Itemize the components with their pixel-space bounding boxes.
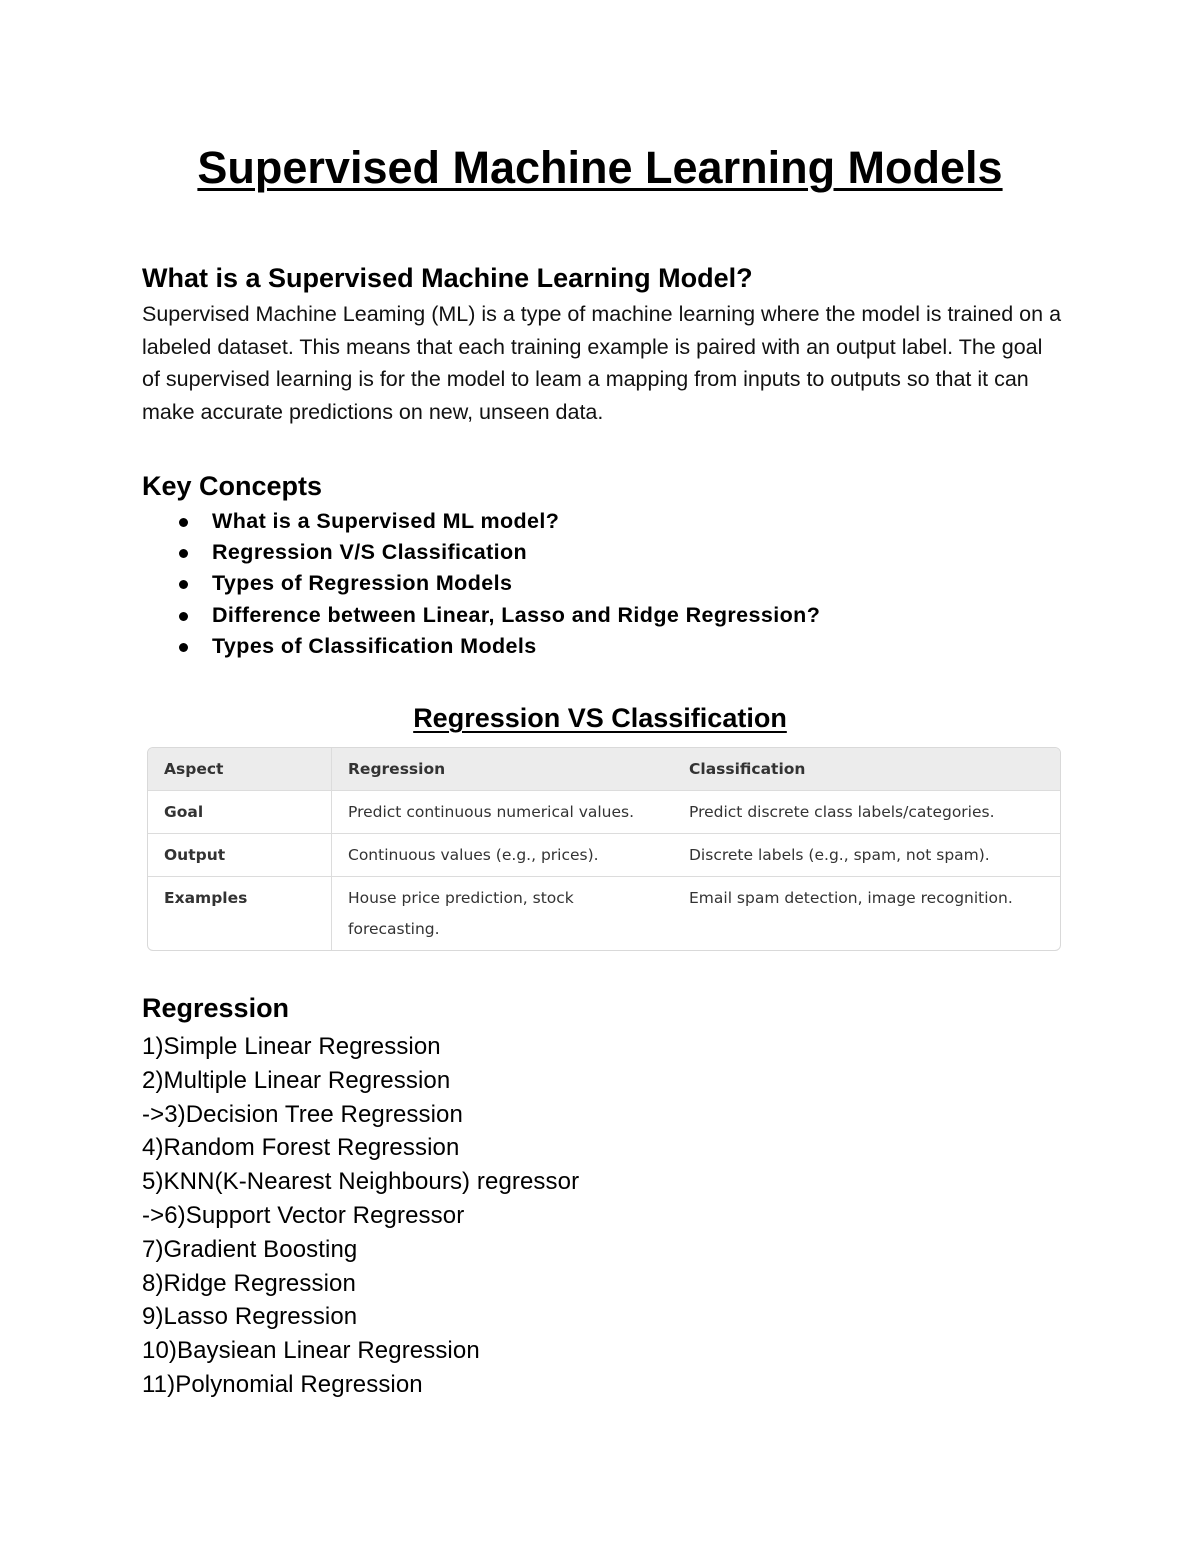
list-item: 1)Simple Linear Regression <box>142 1033 441 1060</box>
bullet-icon <box>179 612 188 621</box>
list-item: 11)Polynomial Regression <box>142 1370 423 1398</box>
table-cell: Predict discrete class labels/categories. <box>673 791 1060 834</box>
table-header-cell: Regression <box>332 748 673 791</box>
bullet-icon <box>179 643 188 652</box>
table-header-row <box>148 748 1060 791</box>
list-item-label: What is a Supervised ML model? <box>212 509 560 533</box>
list-item: 8)Ridge Regression <box>142 1269 356 1297</box>
list-item: ->3)Decision Tree Regression <box>142 1100 463 1128</box>
table-row <box>148 791 1060 834</box>
list-item <box>142 506 820 537</box>
list-item <box>142 600 820 631</box>
list-item: 2)Multiple Linear Regression <box>142 1066 451 1094</box>
regression-list <box>142 1030 579 1402</box>
intro-paragraph: Supervised Machine Leaming (ML) is a type of machine learning where the model is trained on a labeled dataset. This means that each training example is paired with an output label. The goal of supervised learning is for the model to leam a mapping from inputs to outputs so that it can make accurate predictions on new, unseen data. <box>142 302 1062 424</box>
table-cell: Continuous values (e.g., prices). <box>332 834 673 877</box>
list-item <box>142 631 820 662</box>
table-cell: Predict continuous numerical values. <box>332 791 673 834</box>
table-cell: House price prediction, stock forecasting. <box>348 889 574 938</box>
list-item: 5)KNN(K-Nearest Neighbours) regressor <box>142 1168 580 1196</box>
table-cell: Examples <box>148 877 332 950</box>
key-concepts-list <box>142 506 820 662</box>
list-item-label: Regression V/S Classification <box>212 540 528 565</box>
document-title: Supervised Machine Learning Models <box>197 142 1003 193</box>
regression-heading: Regression <box>142 993 290 1023</box>
list-item <box>142 537 820 568</box>
list-item: ->6)Support Vector Regressor <box>142 1201 465 1229</box>
key-concepts-heading: Key Concepts <box>142 471 323 501</box>
list-item: 10)Baysiean Linear Regression <box>142 1337 480 1365</box>
bullet-icon <box>179 580 188 589</box>
comparison-title: Regression VS Classification <box>413 703 787 733</box>
table-header-cell: Aspect <box>148 748 332 791</box>
intro-heading: What is a Supervised Machine Learning Model? <box>142 263 753 293</box>
bullet-icon <box>179 549 188 558</box>
table-cell: Output <box>148 834 332 877</box>
table-cell: Goal <box>148 791 332 834</box>
list-item: 7)Gradient Boosting <box>142 1235 358 1263</box>
table-header-cell: Classification <box>673 748 1060 791</box>
list-item: 9)Lasso Regression <box>142 1303 358 1331</box>
list-item-label: Types of Classification Models <box>212 633 537 658</box>
table-row <box>148 877 1060 950</box>
bullet-icon <box>179 518 188 527</box>
list-item: 4)Random Forest Regression <box>142 1134 460 1162</box>
table-cell: Email spam detection, image recognition. <box>689 889 1013 907</box>
list-item <box>142 568 820 599</box>
comparison-table <box>147 747 1061 951</box>
list-item-label: Difference between Linear, Lasso and Ridge Regression? <box>212 602 821 627</box>
table-row <box>148 834 1060 877</box>
list-item-label: Types of Regression Models <box>212 571 513 596</box>
table-cell: Discrete labels (e.g., spam, not spam). <box>673 834 1060 877</box>
